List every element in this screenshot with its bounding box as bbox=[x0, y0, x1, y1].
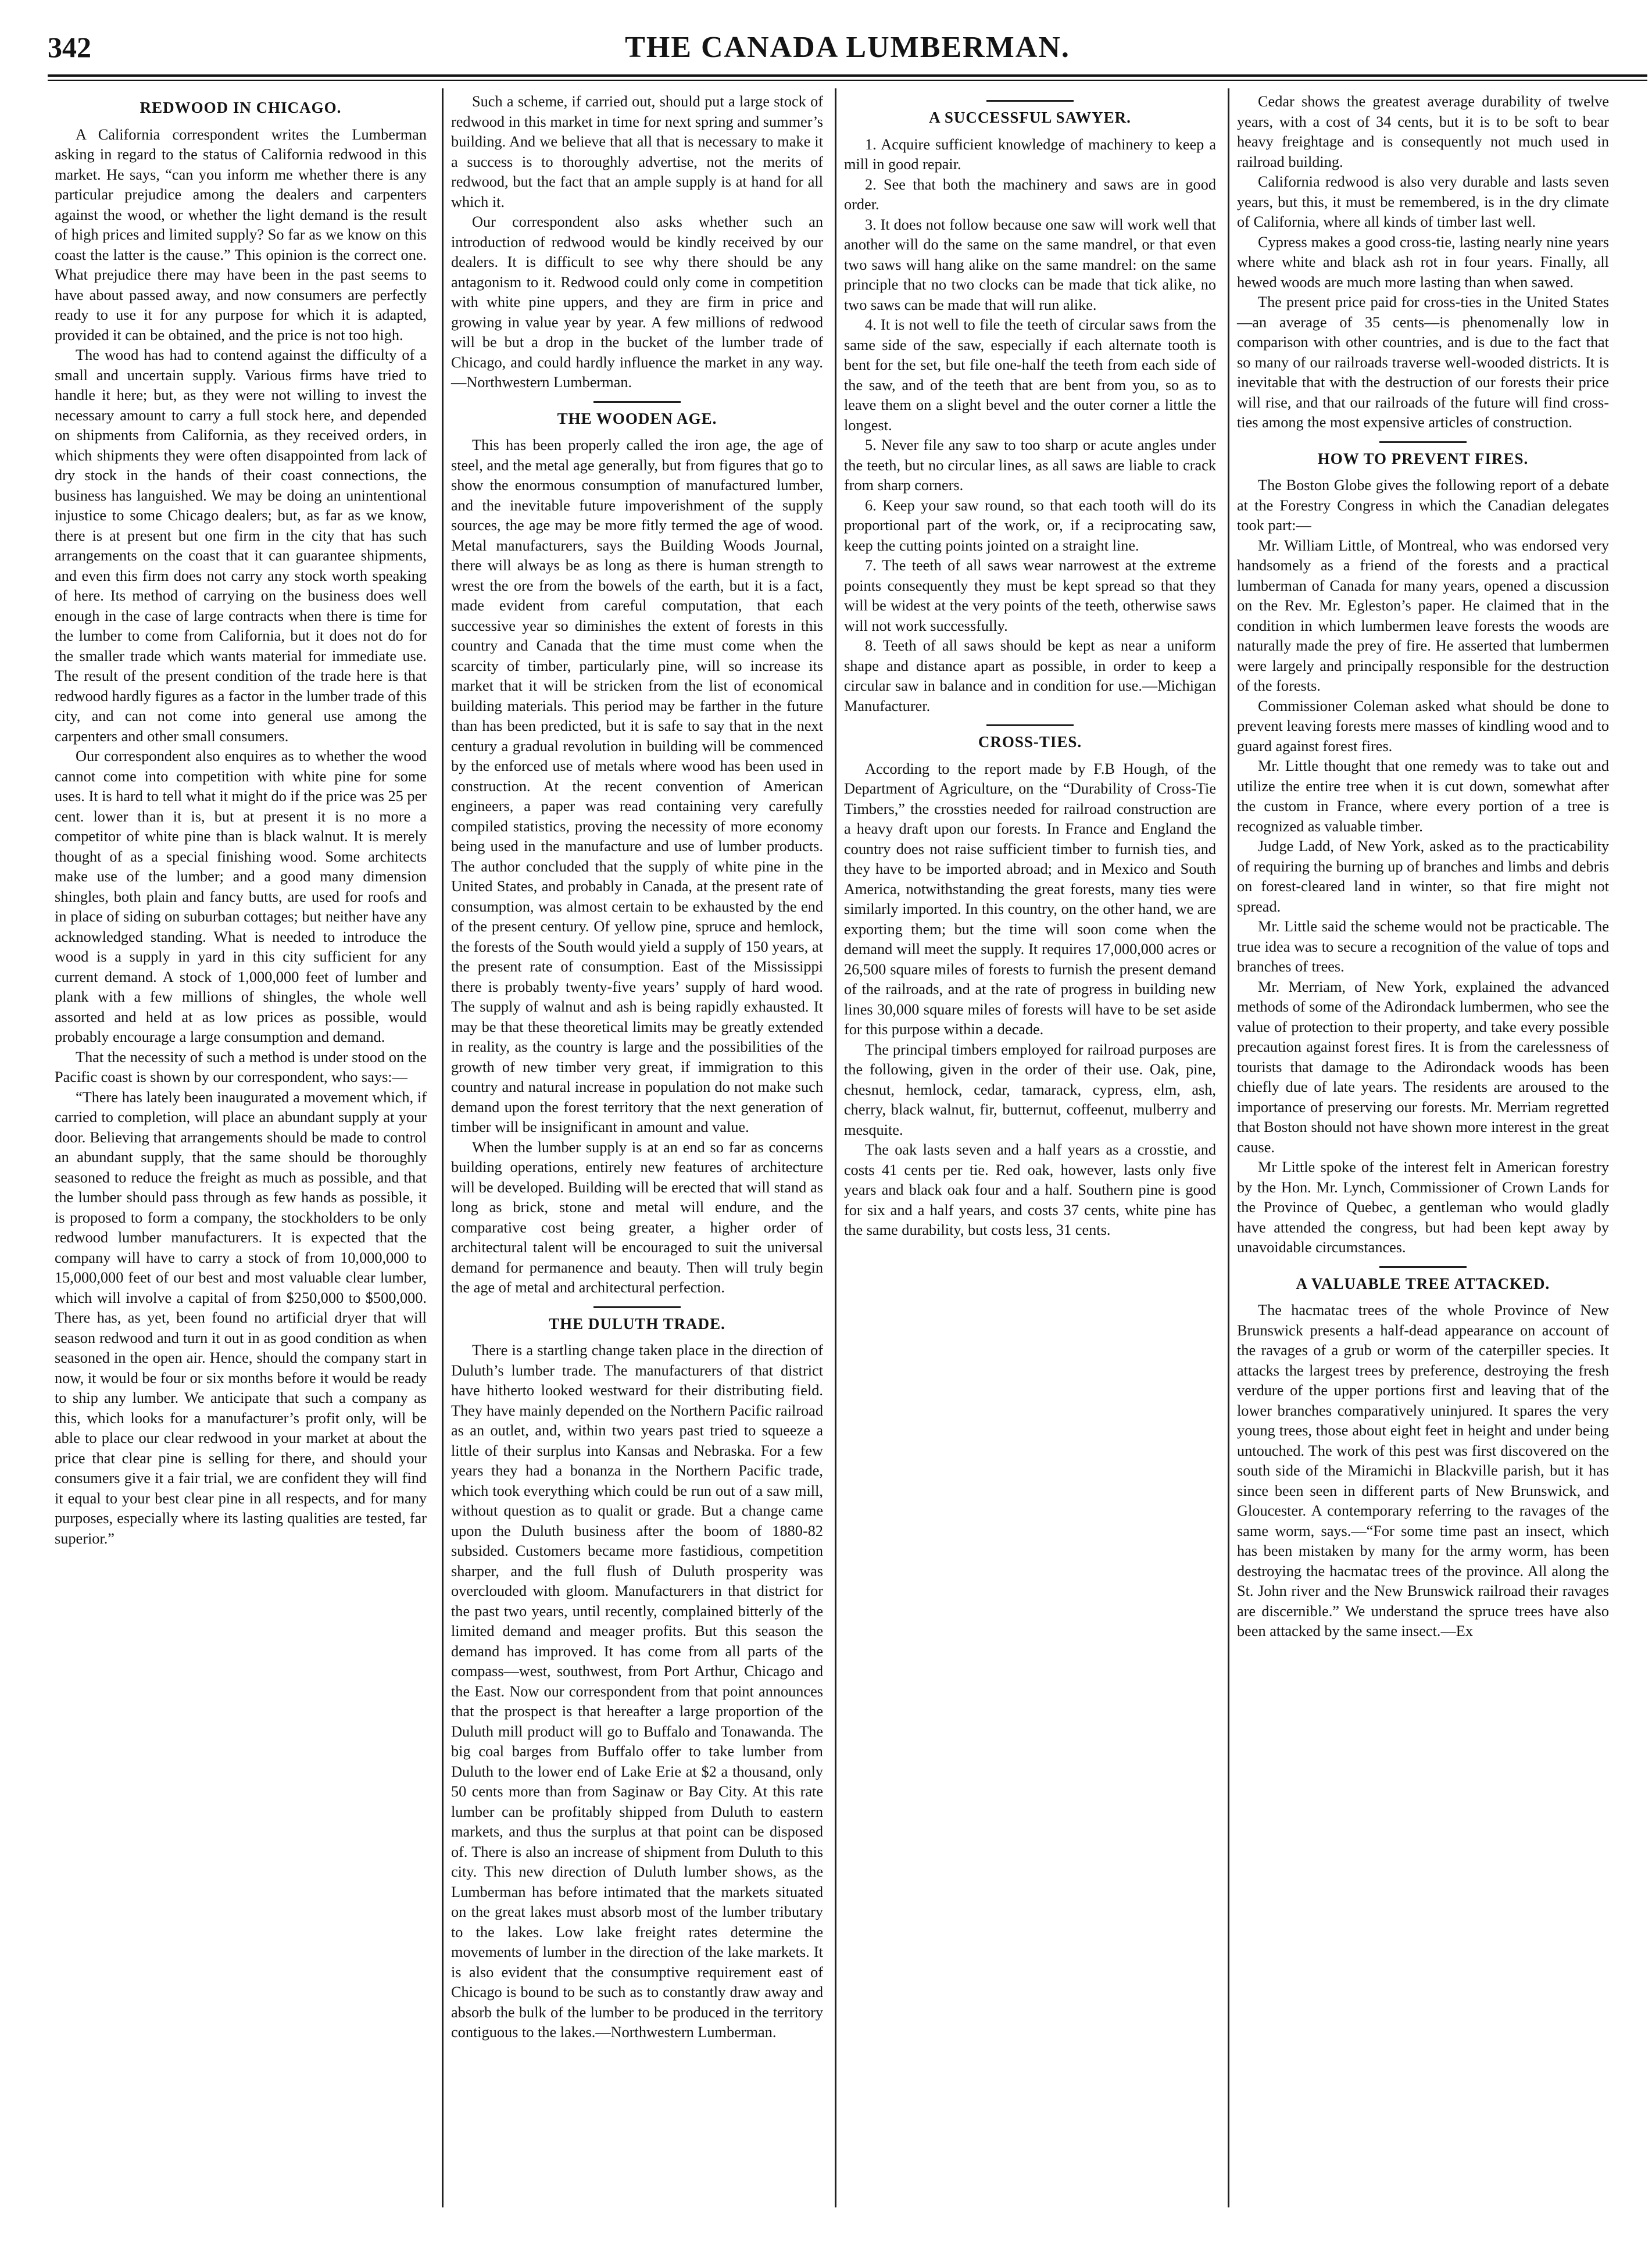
section-rule bbox=[1379, 441, 1467, 443]
column-3 bbox=[844, 92, 1216, 1241]
article-heading: A SUCCESSFUL SAWYER. bbox=[929, 109, 1131, 126]
list-item: 6. Keep your saw round, so that each tooth will do its proportional part of the work, or, if a reciprocating saw, keep the cutting points jointed on a straight line. bbox=[844, 496, 1216, 554]
column-rule bbox=[835, 88, 836, 2207]
paragraph: A California correspondent writes the Lumberman asking in regard to the status of California redwood in this market. He says, “can you inform me whether there is any particular prejudice among the dealers and carpenters against the wood, or whether the light demand is the result of high prices and limited supply? So far as we know on this coast the latter is the cause.” This opinion is the correct one. What prejudice there may have been in the past seems to have about passed away, and now consumers are perfectly ready to use it for any purpose for which it is adapted, provided it can be obtained, and the price is not too high. bbox=[55, 126, 427, 344]
column-1-tail bbox=[451, 2139, 823, 2244]
list-item: 3. It does not follow because one saw will work well that another will do the same on the same mandrel, or that even two saws will hang alike on the same mandrel: on the same principle that no two clocks can be made that tick alike, no two saws can be made that will run alike. bbox=[844, 216, 1216, 313]
list-item: 2. See that both the machinery and saws are in good order. bbox=[844, 176, 1216, 213]
paragraph: Such a scheme, if carried out, should put a large stock of redwood in this market in time for next spring and summer’s building. And we believe that all that is necessary to make it a success is to thoroughly advertise, not the merits of redwood, but the fact that an ample supply is at hand for all which it. bbox=[451, 93, 823, 210]
column-rule bbox=[1228, 88, 1229, 2207]
paragraph: “There has lately been inaugurated a movement which, if carried to completion, will place an abundant supply at your door. Believing that arrangements should be made to control an abundant supply, that the same should be thoroughly seasoned to reduce the freight as much as possible, and that the lumber should pass through as few hands as possible, it is proposed to form a company, the stockholders to be only redwood lumber manufacturers. It is expected that the company will have to carry a stock of from 10,000,000 to 15,000,000 feet of our best and most valuable clear lumber, which will involve a capital of from $250,000 to $500,000. There has, as yet, been found no artificial dryer that will season redwood and turn it out in as good condition as when seasoned in the open air. Hence, should the company start in now, it would be four or six months before it would be ready to ship any lumber. We anticipate that such a company as this, which looks for a manufacturer’s profit only, will be able to place our clear redwood in your market at about the price that clear pine is selling for there, and should your consumers give it a fair trial, we are confident they will find it equal to your best clear pine in all respects, and for many purposes, especially where its lasting qualities are tested, far superior.” bbox=[55, 1088, 427, 1547]
list-item: 1. Acquire sufficient knowledge of machinery to keep a mill in good repair. bbox=[844, 135, 1216, 173]
paragraph: Our correspondent also asks whether such an introduction of redwood would be kindly received by our dealers. It is difficult to see why there should be any antagonism to it. Redwood could only come in competition with white pine uppers, and they are firm in price and growing in value year by year. A few millions of redwood will be but a drop in the bucket of the lumber trade of Chicago, and could hardly influence the market in any way. —Northwestern Lumberman. bbox=[451, 213, 823, 391]
section-rule bbox=[593, 401, 681, 403]
article-heading: REDWOOD IN CHICAGO. bbox=[140, 99, 342, 116]
page-number: 342 bbox=[48, 31, 91, 63]
article-heading: A VALUABLE TREE ATTACKED. bbox=[1296, 1274, 1550, 1292]
header-rule-thin bbox=[48, 80, 1647, 81]
list-item: 7. The teeth of all saws wear narrowest at the extreme points consequently they must be kept spread so that they will be widest at the very points of the teeth, otherwise saws will not work successfully. bbox=[844, 557, 1216, 634]
paragraph: The principal timbers employed for railroad purposes are the following, given in the order of their use. Oak, pine, chesnut, hemlock, cedar, tamarack, cypress, elm, ash, cherry, black walnut, fir, butternut, coffeenut, mulberry and mesquite. bbox=[844, 1041, 1216, 1138]
column-1 bbox=[55, 92, 427, 1549]
paragraph: Cypress makes a good cross-tie, lasting nearly nine years where white and black ash rot in four years. Finally, all hewed woods are much more lasting than when sawed. bbox=[1237, 233, 1609, 291]
column-rule bbox=[442, 88, 444, 2207]
paragraph: The wood has had to contend against the difficulty of a small and uncertain supply. Various firms have tried to handle it here; but, as they were not willing to invest the necessary amount to carry a full stock here, and depended on shipments from California, as they received orders, in which shipments they were often disappointed from lack of dry stock in the hands of their coast connections, the business has languished. We may be doing an unintentional injustice to some Chicago dealers; but, as far as we know, there is at present but one firm in the city that has such arrangements on the coast that it can guarantee shipments, and even this firm does not carry any stock worth speaking of here. Its method of carrying on the business does well enough in the case of large contracts when there is time for the lumber to come from California, but it does not do for the smaller trade which wants material for immediate use. The result of the present condition of the trade here is that redwood hardly figures as a factor in the lumber trade of this city, and can not come into general use among the carpenters and other small consumers. bbox=[55, 346, 427, 745]
list-item: 8. Teeth of all saws should be kept as near a uniform shape and distance apart as possible, in order to keep a circular saw in balance and in condition for use.—Michigan Manufacturer. bbox=[844, 637, 1216, 714]
paragraph: Mr. Little thought that one remedy was to take out and utilize the entire tree when it is cut down, somewhat after the custom in France, where every portion of a tree is recognized as valuable timber. bbox=[1237, 758, 1609, 835]
header-rule bbox=[48, 74, 1647, 77]
column-2 bbox=[451, 92, 823, 2043]
paragraph: According to the report made by F.B Hough, of the Department of Agriculture, on the “Durability of Cross-Tie Timbers,” the crossties needed for railroad construction are a heavy draft upon our forests. In France and England the country does not raise sufficient timber to furnish ties, and they have to be imported abroad; and in Mexico and South America, notwithstanding the great forests, many ties were similarly imported. In this country, on the other hand, we are exporting them; but the time will soon come when the demand will meet the supply. It requires 17,000,000 acres or 26,500 square miles of forests to furnish the present demand of the railroads, and at the rate of progress in building new lines 30,000 square miles of forests will have to be set aside for this purpose within a decade. bbox=[844, 760, 1216, 1038]
section-rule bbox=[593, 1306, 681, 1308]
article-heading: CROSS-TIES. bbox=[978, 733, 1082, 751]
paragraph: Mr. Merriam, of New York, explained the advanced methods of some of the Adirondack lumbermen, who see the value of protection to their property, and take every possible precaution against forest fires. It is from the carelessness of tourists that damage to the Adirondack woods has been chiefly due of late years. The residents are aroused to the importance of preserving our forests. Mr. Merriam regretted that Boston should not have shown more interest in the great cause. bbox=[1237, 978, 1609, 1156]
paragraph: Commissioner Coleman asked what should be done to prevent leaving forests mere masses of kindling wood and to guard against forest fires. bbox=[1237, 697, 1609, 755]
paragraph: Mr. Little said the scheme would not be practicable. The true idea was to secure a recognition of the value of tops and branches of trees. bbox=[1237, 918, 1609, 975]
paragraph: Our correspondent also enquires as to whether the wood cannot come into competition with white pine for some uses. It is hard to tell what it might do if the price was 25 per cent. lower than it is, but at present it is no more a competitor of white pine than is black walnut. It is merely thought of as a special finishing wood. Some architects make use of the lumber; and a good many dimension shingles, both plain and fancy butts, are used for roofs and in place of siding on suburban cottages; but neither have any acknowledged standing. What is needed to introduce the wood is a supply in yard in this city sufficient for any current demand. A stock of 1,000,000 feet of lumber and plank with a few millions of shingles, the whole well assorted and held at as low prices as possible, would probably encourage a large consumption and demand. bbox=[55, 748, 427, 1045]
paragraph: That the necessity of such a method is under stood on the Pacific coast is shown by our correspondent, who says:— bbox=[55, 1048, 427, 1085]
paragraph: This has been properly called the iron age, the age of steel, and the metal age generally, but from figures that go to show the enormous consumption of manufactured lumber, and the inevitable future impoverishment of the supply sources, the age may be more fitly termed the age of wood. Metal manufacturers, says the Building Woods Journal, there will always be as long as there is human strength to wrest the ore from the bowels of the earth, but it is a fact, made evident from careful computation, that each successive year so diminishes the extent of forests in this country and Canada that the time must come when the scarcity of timber, particularly pine, will so increase its market that it will be stricken from the list of economical building materials. This period may be farther in the future than has been predicted, but it is safe to say that in the next century a gradual revolution in building will be commenced by the enforced use of metals where wood has been used in construction. At the recent convention of American engineers, a paper was read containing very carefully compiled statistics, proving the necessity of more economy being used in the manufacture and use of lumber products. The author concluded that the supply of white pine in the United States, and probably in Canada, at the present rate of consumption, was almost certain to be exhausted by the end of the present century. Of yellow pine, spruce and hemlock, the forests of the South would yield a supply of 150 years, at the present rate of consumption. East of the Mississippi there is probably twenty-five years’ supply of hard wood. The supply of walnut and ash is being rapidly exhausted. It may be that these theoretical limits may be greatly extended in reality, as the country is large and the possibilities of the growth of new timber very great, if immigration to this country and natural increase in population do not make such demand upon the forest territory that the next generation of timber will be insignificant in amount and value. bbox=[451, 437, 823, 1135]
article-heading: HOW TO PREVENT FIRES. bbox=[1317, 449, 1529, 467]
page-header bbox=[48, 30, 1647, 72]
paragraph: The present price paid for cross-ties in the United States—an average of 35 cents—is phenomenally low in comparison with other countries, and is due to the fact that so many of our railroads traverse well-wooded districts. It is inevitable that with the destruction of our forests their price will rise, and that our railroads of the future will find cross-ties among the most expensive articles of construction. bbox=[1237, 294, 1609, 431]
list-item: 4. It is not well to file the teeth of circular saws from the same side of the saw, especially if each alternate tooth is bent for the set, but file one-half the teeth from each side of the saw, and of the teeth that are bent from you, so as to leave them on a slight bevel and the outer corner a little the longest. bbox=[844, 316, 1216, 434]
newspaper-title: THE CANADA LUMBERMAN. bbox=[625, 31, 1070, 64]
paragraph: The Boston Globe gives the following report of a debate at the Forestry Congress in which the Canadian delegates took part:— bbox=[1237, 477, 1609, 534]
paragraph: The hacmatac trees of the whole Province of New Brunswick presents a half-dead appearance on account of the ravages of a grub or worm of the caterpiller species. It attacks the largest trees by preference, destroying the fresh verdure of the upper portions first and leaving that of the lower branches comparatively uninjured. It spares the very young trees, those about eight feet in height and under being untouched. The work of this pest was first discovered on the south side of the Miramichi in Blackville parish, but it has since been seen in different parts of New Brunswick, and Gloucester. A contemporary referring to the ravages of the same worm, says.—“For some time past an insect, which has been mistaken by many for the army worm, has been destroying the hacmatac trees of the province. All along the St. John river and the New Brunswick railroad their ravages are discernible.” We understand the spruce trees have also been attacked by the same insect.—Ex bbox=[1237, 1302, 1609, 1639]
article-heading: THE DULUTH TRADE. bbox=[549, 1314, 725, 1332]
section-rule bbox=[986, 100, 1074, 102]
paragraph: California redwood is also very durable and lasts seven years, but this, it must be remembered, is in the dry climate of California, where all kinds of timber last well. bbox=[1237, 173, 1609, 230]
section-rule bbox=[1379, 1266, 1467, 1268]
paragraph: Mr. William Little, of Montreal, who was endorsed very handsomely as a friend of the forests and a practical lumberman of Canada for many years, opened a discussion on the Rev. Mr. Egleston’s paper. He claimed that in the condition in which lumbermen leave forests the woods are naturally made the prey of fire. He asserted that lumbermen were largely and principally responsible for the destruction of the forests. bbox=[1237, 537, 1609, 694]
list-item: 5. Never file any saw to too sharp or acute angles under the teeth, but no circular lines, as all saws are liable to crack from sharp corners. bbox=[844, 437, 1216, 494]
paragraph: The oak lasts seven and a half years as a crosstie, and costs 41 cents per tie. Red oak, however, lasts only five years and black oak four and a half. Southern pine is good for six and a half years, and costs 37 cents, white pine has the same durability, but costs less, 31 cents. bbox=[844, 1141, 1216, 1238]
paragraph: There is a startling change taken place in the direction of Duluth’s lumber trade. The manufacturers of that district have hitherto looked westward for their distributing field. They have mainly depended on the Northern Pacific railroad as an outlet, and, within two years past tried to squeeze a little of their surplus into Kansas and Nebraska. For a few years they had a bonanza in the Northern Pacific trade, which took everything which could be run out of a saw mill, without question as to qualit or grade. But a change came upon the Duluth business after the boom of 1880-82 subsided. Customers became more fastidious, competition sharper, and the full flush of Duluth prosperity was overclouded with gloom. Manufacturers in that district for the past two years, until recently, complained bitterly of the limited demand and meager profits. But this season the demand has improved. It has come from all parts of the compass—west, southwest, from Port Arthur, Chicago and the East. Now our correspondent from that point announces that the prospect is that hereafter a large proportion of the Duluth mill product will go to Buffalo and Tonawanda. The big coal barges from Buffalo offer to take lumber from Duluth to the lower end of Lake Erie at $2 a thousand, only 50 cents more than from Saginaw or Bay City. At this rate lumber can be profitably shipped from Duluth to eastern markets, and thus the surplus at that point can be disposed of. There is also an increase of shipment from Duluth to this city. This new direction of Duluth lumber shows, as the Lumberman has before intimated that the markets situated on the great lakes must absorb most of the lumber tributary to the lakes. Low lake freight rates determine the movements of lumber in the direction of the lake markets. It is also evident that the consumptive requirement east of Chicago is bound to be such as to constantly draw away and absorb the bulk of the lumber to be produced in the territory contiguous to the lakes.—Northwestern Lumberman. bbox=[451, 1342, 823, 2041]
section-rule bbox=[986, 724, 1074, 726]
paragraph: Judge Ladd, of New York, asked as to the practicability of requiring the burning up of branches and limbs and debris on forest-cleared land in winter, so that fire might not spread. bbox=[1237, 838, 1609, 915]
column-4 bbox=[1237, 92, 1609, 1642]
article-heading: THE WOODEN AGE. bbox=[557, 409, 717, 427]
paragraph: Cedar shows the greatest average durability of twelve years, with a cost of 34 cents, but it is to be soft to bear heavy freightage and is consequently not much used in railroad building. bbox=[1237, 93, 1609, 170]
paragraph: Mr Little spoke of the interest felt in American forestry by the Hon. Mr. Lynch, Commissioner of Crown Lands for the Province of Quebec, a gentleman who would gladly have attended the congress, but had been kept away by unavoidable circumstances. bbox=[1237, 1159, 1609, 1256]
paragraph: When the lumber supply is at an end so far as concerns building operations, entirely new features of architecture will be developed. Building will be erected that will stand as long as brick, stone and metal will endure, and the comparative cost being greater, a higher order of architectural talent will be encouraged to suit the universal demand for permanence and beauty. Then will truly begin the age of metal and architectural perfection. bbox=[451, 1138, 823, 1296]
